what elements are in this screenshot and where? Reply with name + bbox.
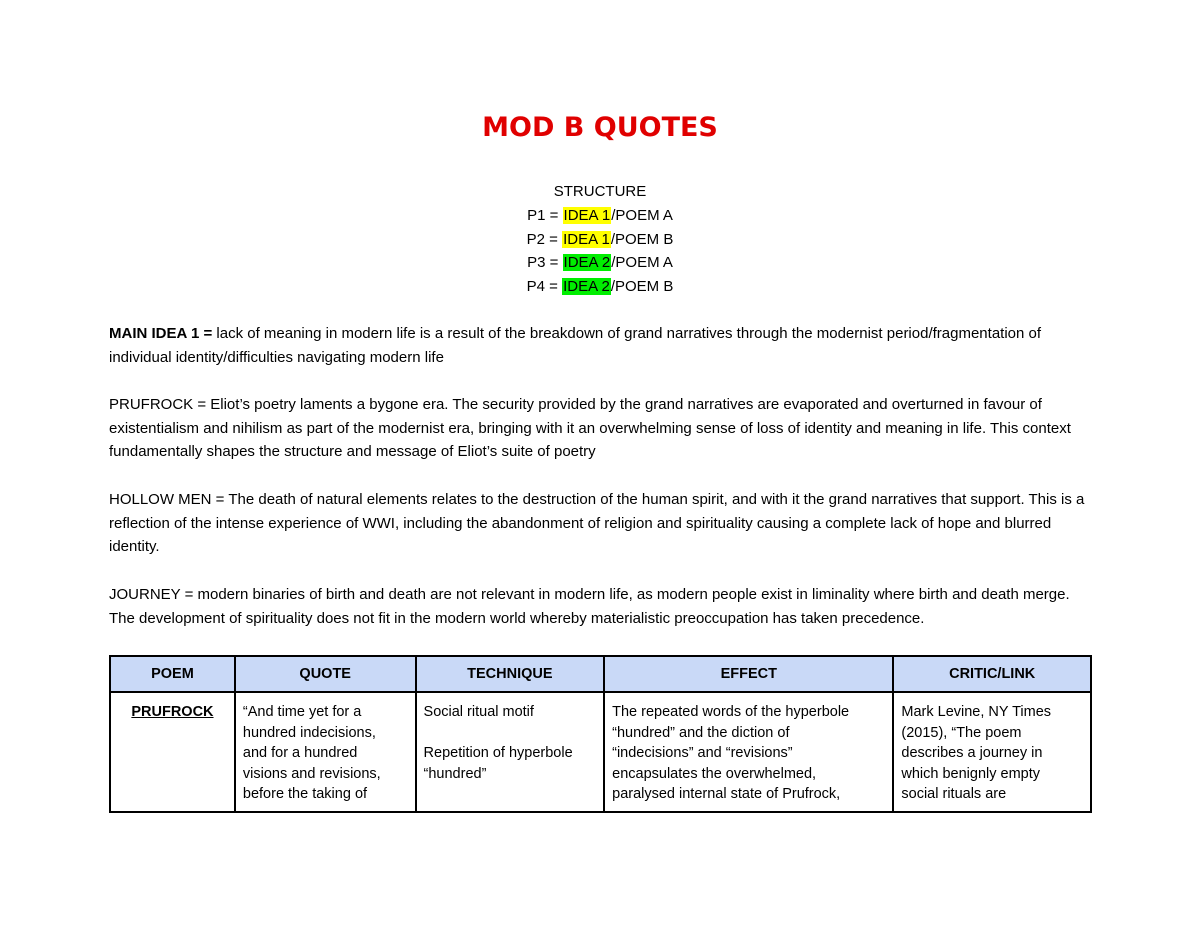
main-idea-label: MAIN IDEA 1 =: [109, 325, 217, 342]
effect-line: “hundred” and the diction of: [612, 724, 790, 741]
quotes-table: [109, 655, 1092, 813]
poem-cell: [110, 692, 235, 812]
main-idea-text: lack of meaning in modern life is a result of the breakdown of grand narratives through the modernist period/fragmentation of individual identity/difficulties navigating modern life: [109, 325, 1042, 366]
structure-row-3: [0, 251, 1200, 275]
critic-line: social rituals are: [901, 786, 1007, 802]
poem-name: PRUFROCK: [131, 704, 214, 720]
journey-paragraph: JOURNEY = modern binaries of birth and death are not relevant in modern life, as modern people exist in liminality where birth and death merge. The development of spirituality does not fit in the modern world whereby materialistic preoccupation has taken precedence.: [109, 586, 1070, 627]
structure-row-4: [0, 275, 1200, 299]
effect-cell: [604, 692, 893, 812]
effect-line: encapsulates the overwhelmed,: [612, 765, 817, 782]
critic-line: which benignly empty: [901, 765, 1041, 782]
critic-line: Mark Levine, NY Times: [901, 704, 1052, 720]
table-row: [110, 692, 1091, 812]
quote-line: and for a hundred: [242, 745, 358, 761]
structure-row-prefix: P3 =: [527, 254, 563, 272]
idea-highlight: IDEA 1: [563, 230, 610, 248]
technique-cell: [416, 692, 605, 812]
structure-row-2: [0, 228, 1200, 252]
header-poem: POEM: [110, 656, 235, 692]
structure-row-prefix: P2 =: [526, 230, 563, 248]
critic-cell: [893, 692, 1091, 812]
quote-cell: [235, 692, 416, 812]
idea-highlight: IDEA 2: [563, 278, 610, 296]
technique-line: Repetition of hyperbole: [423, 745, 573, 761]
structure-row-prefix: P1 =: [527, 206, 563, 224]
structure-row-prefix: P4 =: [526, 278, 563, 296]
structure-heading: STRUCTURE: [553, 183, 647, 200]
main-idea-paragraph: [109, 322, 1094, 369]
effect-line: The repeated words of the hyperbole: [612, 704, 850, 720]
idea-highlight: IDEA 1: [563, 206, 611, 224]
quote-line: before the taking of: [242, 786, 368, 802]
structure-row-suffix: /POEM A: [611, 254, 673, 272]
structure-row-suffix: /POEM A: [611, 206, 673, 224]
header-technique: TECHNIQUE: [416, 656, 605, 692]
quote-line: hundred indecisions,: [242, 724, 376, 741]
hollow-men-paragraph: HOLLOW MEN = The death of natural elements relates to the destruction of the human spirit, and with it the grand narratives that support. This is a reflection of the intense experience of WWI, including the abandonment of religion and spirituality causing a complete lack of hope and blurred identity.: [109, 491, 1085, 555]
technique-line: Social ritual motif: [423, 704, 534, 720]
header-quote: QUOTE: [235, 656, 416, 692]
structure-row-suffix: /POEM B: [610, 278, 674, 296]
structure-row-1: [0, 204, 1200, 228]
header-effect: EFFECT: [604, 656, 893, 692]
structure-block: [0, 180, 1200, 299]
prufrock-paragraph: PRUFROCK = Eliot’s poetry laments a bygone era. The security provided by the grand narratives are evaporated and overturned in favour of existentialism and nihilism as part of the modernist era, bringing with it an overwhelming sense of loss of identity and meaning in life. This context fundamentally shapes the structure and message of Eliot’s suite of poetry: [109, 396, 1071, 460]
critic-line: (2015), “The poem: [901, 724, 1022, 741]
quote-line: “And time yet for a: [242, 704, 362, 720]
structure-row-suffix: /POEM B: [610, 230, 674, 248]
critic-line: describes a journey in: [901, 745, 1043, 761]
effect-line: “indecisions” and “revisions”: [612, 745, 793, 761]
header-critic-link: CRITIC/LINK: [893, 656, 1091, 692]
table-header-row: [110, 656, 1091, 692]
quote-line: visions and revisions,: [242, 765, 381, 782]
technique-line: “hundred”: [423, 765, 487, 782]
idea-highlight: IDEA 2: [563, 254, 611, 272]
effect-line: paralysed internal state of Prufrock,: [612, 786, 841, 802]
page-title: MOD B QUOTES: [482, 112, 718, 143]
